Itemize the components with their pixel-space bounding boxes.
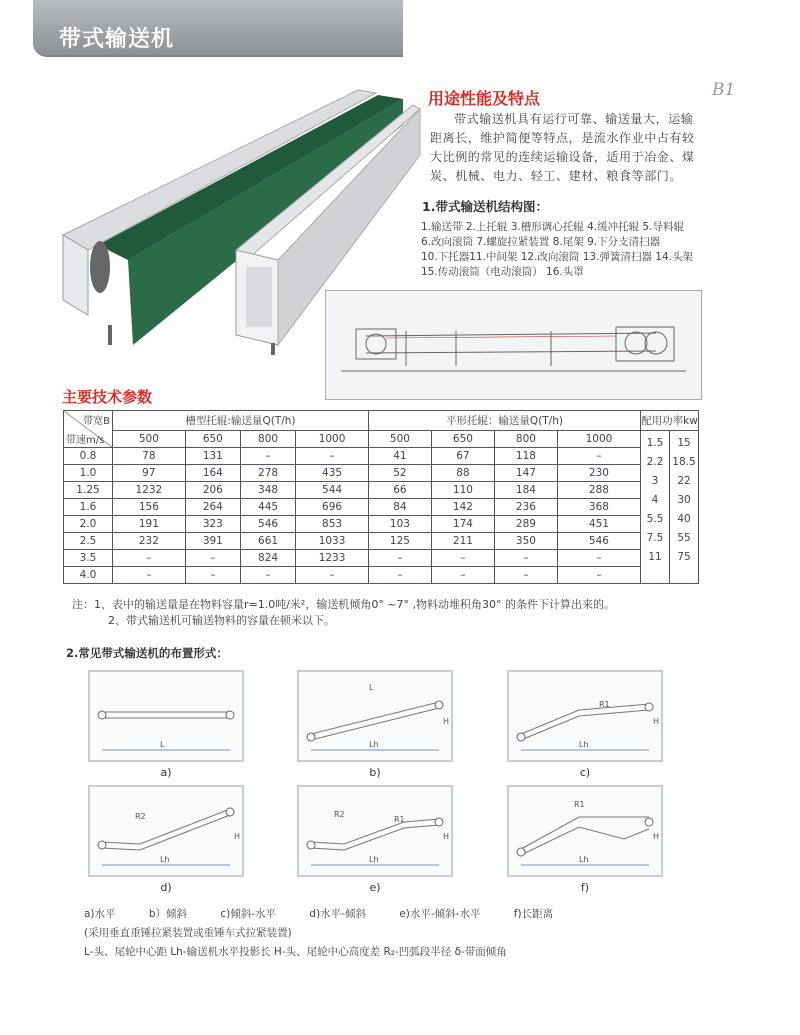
parts-line: 6.改向滚筒 7.螺旋拉紧装置 8.尾架 9.下分支清扫器: [421, 236, 661, 248]
capacity-cell: 451: [557, 516, 640, 533]
capacity-cell: 445: [240, 499, 295, 516]
speed-cell: 0.8: [64, 448, 113, 465]
power-column: [670, 431, 699, 584]
capacity-cell: –: [185, 567, 240, 584]
diagram-label: a): [160, 766, 172, 779]
structure-parts-list: [421, 220, 711, 280]
type-e: e)水平-倾斜-水平: [399, 908, 481, 920]
parts-line: 10.下托器11.中间架 12.改向滚筒 13.弹簧清扫器 14.头架: [421, 251, 694, 263]
capacity-cell: –: [368, 550, 431, 567]
structure-title: 1.带式输送机结构图：: [422, 199, 548, 214]
table-header-row: [64, 411, 699, 431]
dimension-label: Lh: [579, 855, 589, 864]
capacity-cell: –: [494, 567, 557, 584]
capacity-cell: 544: [296, 482, 369, 499]
speed-cell: 2.5: [64, 533, 113, 550]
power-value: 75: [677, 551, 691, 563]
head-pulley-icon: [435, 818, 443, 826]
parameters-title: 主要技术参数: [62, 388, 153, 406]
corner-cell: [64, 411, 113, 448]
power-value: 1.5: [646, 437, 664, 449]
table-row: [64, 465, 699, 482]
diagram-label: c): [579, 766, 591, 779]
spec-table: [63, 410, 699, 584]
capacity-cell: –: [296, 448, 369, 465]
capacity-cell: 1233: [296, 550, 369, 567]
flat-idler-header: 平形托辊：输送量Q(T/h): [368, 411, 640, 431]
table-row: [64, 448, 699, 465]
capacity-cell: 206: [185, 482, 240, 499]
handwritten-mark: B1: [712, 80, 736, 100]
capacity-cell: 391: [185, 533, 240, 550]
table-width-row: [64, 431, 699, 448]
capacity-cell: 435: [296, 465, 369, 482]
tail-pulley-icon: [307, 841, 315, 849]
capacity-cell: 164: [185, 465, 240, 482]
diagram-label: e): [369, 881, 381, 894]
power-value: 30: [677, 494, 691, 506]
power-value: 11: [648, 551, 662, 563]
capacity-cell: –: [185, 550, 240, 567]
tension-note: (采用垂直重锤拉紧装置或重锤车式拉紧装置): [84, 927, 292, 939]
capacity-cell: 66: [368, 482, 431, 499]
capacity-cell: 278: [240, 465, 295, 482]
power-value: 7.5: [646, 532, 664, 544]
head-pulley-icon: [226, 808, 234, 816]
parts-line: 15.传动滚筒（电动滚筒） 16.头罩: [421, 266, 584, 278]
notes: [72, 597, 615, 629]
capacity-cell: 78: [113, 448, 186, 465]
layout-diagram-e: [297, 785, 453, 877]
speed-cell: 1.25: [64, 482, 113, 499]
diagram-label: d): [160, 881, 172, 894]
capacity-cell: 824: [240, 550, 295, 567]
belt-line: [521, 704, 649, 740]
tail-pulley-icon: [517, 848, 525, 856]
dimension-label: R1: [574, 800, 585, 809]
capacity-cell: 264: [185, 499, 240, 516]
capacity-cell: 84: [368, 499, 431, 516]
speed-cell: 4.0: [64, 567, 113, 584]
capacity-cell: 348: [240, 482, 295, 499]
type-c: c)倾斜-水平: [220, 908, 277, 920]
capacity-cell: –: [240, 567, 295, 584]
dimension-label: H: [443, 832, 450, 841]
dimension-label: R2: [334, 810, 345, 819]
table-row: [64, 567, 699, 584]
capacity-cell: 368: [557, 499, 640, 516]
type-a: a)水平: [84, 908, 116, 920]
trough-idler-header: 槽型托辊:输送量Q(T/h): [113, 411, 369, 431]
capacity-cell: 52: [368, 465, 431, 482]
note-2: 2、带式输送机可输送物料的容量在顿米以下。: [108, 614, 335, 627]
power-value: 2.2: [646, 456, 664, 468]
speed-cell: 3.5: [64, 550, 113, 567]
page-title: 带式输送机: [59, 27, 175, 52]
capacity-cell: 289: [494, 516, 557, 533]
table-row: [64, 550, 699, 567]
width-cell: 650: [185, 431, 240, 448]
capacity-cell: 142: [431, 499, 494, 516]
symbols-legend: L-头、尾轮中心距 Lh-输送机水平投影长 H-头、尾轮中心高度差 R₂-凹弧段半径 δ-带面倾角: [84, 946, 507, 958]
capacity-cell: 853: [296, 516, 369, 533]
speed-cell: 1.0: [64, 465, 113, 482]
capacity-cell: 125: [368, 533, 431, 550]
tail-pulley-icon: [517, 733, 525, 741]
layout-diagram-b: [297, 670, 453, 762]
dimension-label: H: [653, 717, 660, 726]
capacity-cell: 110: [431, 482, 494, 499]
power-value: 18.5: [672, 456, 696, 468]
uses-paragraph: 带式输送机具有运行可靠、输送量大，运输距离长，维护简便等特点，是流水作业中占有较大比例的常见的连续运输设备，适用于冶金、煤炭、机械、电力、轻工、建材、粮食等部门。: [430, 112, 695, 183]
type-d: d)水平-倾斜: [309, 908, 366, 920]
dimension-label: Lh: [369, 740, 379, 749]
header-banner: [33, 0, 403, 57]
capacity-cell: 236: [494, 499, 557, 516]
capacity-cell: –: [296, 567, 369, 584]
dimension-label: Lh: [160, 855, 170, 864]
belt-line: [311, 819, 439, 850]
belt-line: [102, 712, 230, 718]
capacity-cell: –: [557, 550, 640, 567]
layout-diagram-a: [88, 670, 244, 762]
head-pulley-icon: [226, 711, 234, 719]
layout-legend: [84, 905, 583, 962]
capacity-cell: –: [240, 448, 295, 465]
table-row: [64, 533, 699, 550]
capacity-cell: 67: [431, 448, 494, 465]
capacity-cell: –: [557, 448, 640, 465]
capacity-cell: 1232: [113, 482, 186, 499]
dimension-label: L: [369, 683, 374, 692]
layout-diagram-d: [88, 785, 244, 877]
head-pulley-icon: [645, 818, 653, 826]
capacity-cell: 174: [431, 516, 494, 533]
width-cell: 500: [368, 431, 431, 448]
table-row: [64, 516, 699, 533]
dimension-label: H: [443, 717, 450, 726]
dimension-label: Lh: [579, 740, 589, 749]
dimension-label: R2: [135, 812, 146, 821]
capacity-cell: 41: [368, 448, 431, 465]
uses-title: 用途性能及特点: [428, 89, 541, 108]
capacity-cell: 118: [494, 448, 557, 465]
capacity-cell: –: [113, 550, 186, 567]
width-cell: 1000: [557, 431, 640, 448]
tail-pulley-icon: [98, 711, 106, 719]
capacity-cell: –: [431, 550, 494, 567]
power-column: [641, 431, 670, 584]
capacity-cell: 288: [557, 482, 640, 499]
capacity-cell: 131: [185, 448, 240, 465]
capacity-cell: –: [113, 567, 186, 584]
capacity-cell: –: [494, 550, 557, 567]
tail-pulley-icon: [98, 841, 106, 849]
capacity-cell: –: [368, 567, 431, 584]
dimension-label: Lh: [369, 855, 379, 864]
capacity-cell: 211: [431, 533, 494, 550]
capacity-cell: 661: [240, 533, 295, 550]
capacity-cell: 546: [240, 516, 295, 533]
dimension-label: H: [653, 832, 660, 841]
layout-diagram-f: [507, 785, 663, 877]
width-cell: 500: [113, 431, 186, 448]
capacity-cell: 147: [494, 465, 557, 482]
head-pulley-icon: [435, 701, 443, 709]
power-value: 5.5: [646, 513, 664, 525]
capacity-cell: 232: [113, 533, 186, 550]
parts-line: 1.输送带 2.上托辊 3.槽形调心托辊 4.缓冲托辊 5.导料辊: [421, 221, 684, 233]
belt-line: [521, 817, 649, 855]
type-b: b）倾斜: [148, 908, 188, 920]
belt-width-label: 带宽B: [83, 416, 110, 427]
type-f: f)长距离: [513, 908, 554, 920]
capacity-cell: 1033: [296, 533, 369, 550]
capacity-cell: 88: [431, 465, 494, 482]
dimension-label: R1: [599, 700, 610, 709]
power-value: 55: [677, 532, 691, 544]
dimension-label: R1: [394, 815, 405, 824]
capacity-cell: 350: [494, 533, 557, 550]
capacity-cell: 97: [113, 465, 186, 482]
layout-diagram-c: [507, 670, 663, 762]
capacity-cell: 696: [296, 499, 369, 516]
structure-diagram: [325, 290, 702, 400]
capacity-cell: 191: [113, 516, 186, 533]
width-cell: 800: [240, 431, 295, 448]
layout-title: 2.常见带式输送机的布置形式：: [66, 646, 228, 660]
head-pulley-icon: [645, 703, 653, 711]
capacity-cell: 546: [557, 533, 640, 550]
power-value: 22: [677, 475, 691, 487]
power-value: 40: [677, 513, 691, 525]
capacity-cell: 103: [368, 516, 431, 533]
width-cell: 1000: [296, 431, 369, 448]
capacity-cell: 323: [185, 516, 240, 533]
speed-cell: 2.0: [64, 516, 113, 533]
capacity-cell: 230: [557, 465, 640, 482]
belt-line: [311, 702, 439, 740]
table-row: [64, 482, 699, 499]
power-value: 15: [677, 437, 691, 449]
belt-line: [102, 809, 230, 850]
tail-pulley-icon: [307, 733, 315, 741]
capacity-cell: –: [557, 567, 640, 584]
note-1: 注：1、表中的输送量是在物料容量r=1.0吨/米²，输送机倾角0° ~7° ,物料动堆积角30° 的条件下计算出来的。: [72, 598, 616, 611]
capacity-cell: 156: [113, 499, 186, 516]
speed-cell: 1.6: [64, 499, 113, 516]
capacity-cell: 184: [494, 482, 557, 499]
power-value: 3: [651, 475, 659, 487]
diagram-label: b): [369, 766, 381, 779]
power-header: 配用功率kw: [641, 411, 699, 431]
table-row: [64, 499, 699, 516]
dimension-label: H: [234, 832, 241, 841]
width-cell: 800: [494, 431, 557, 448]
capacity-cell: –: [431, 567, 494, 584]
width-cell: 650: [431, 431, 494, 448]
power-value: 4: [651, 494, 659, 506]
diagram-label: f): [580, 881, 590, 894]
belt-speed-label: 带速m/s: [66, 435, 105, 446]
dimension-label: L: [160, 740, 165, 749]
